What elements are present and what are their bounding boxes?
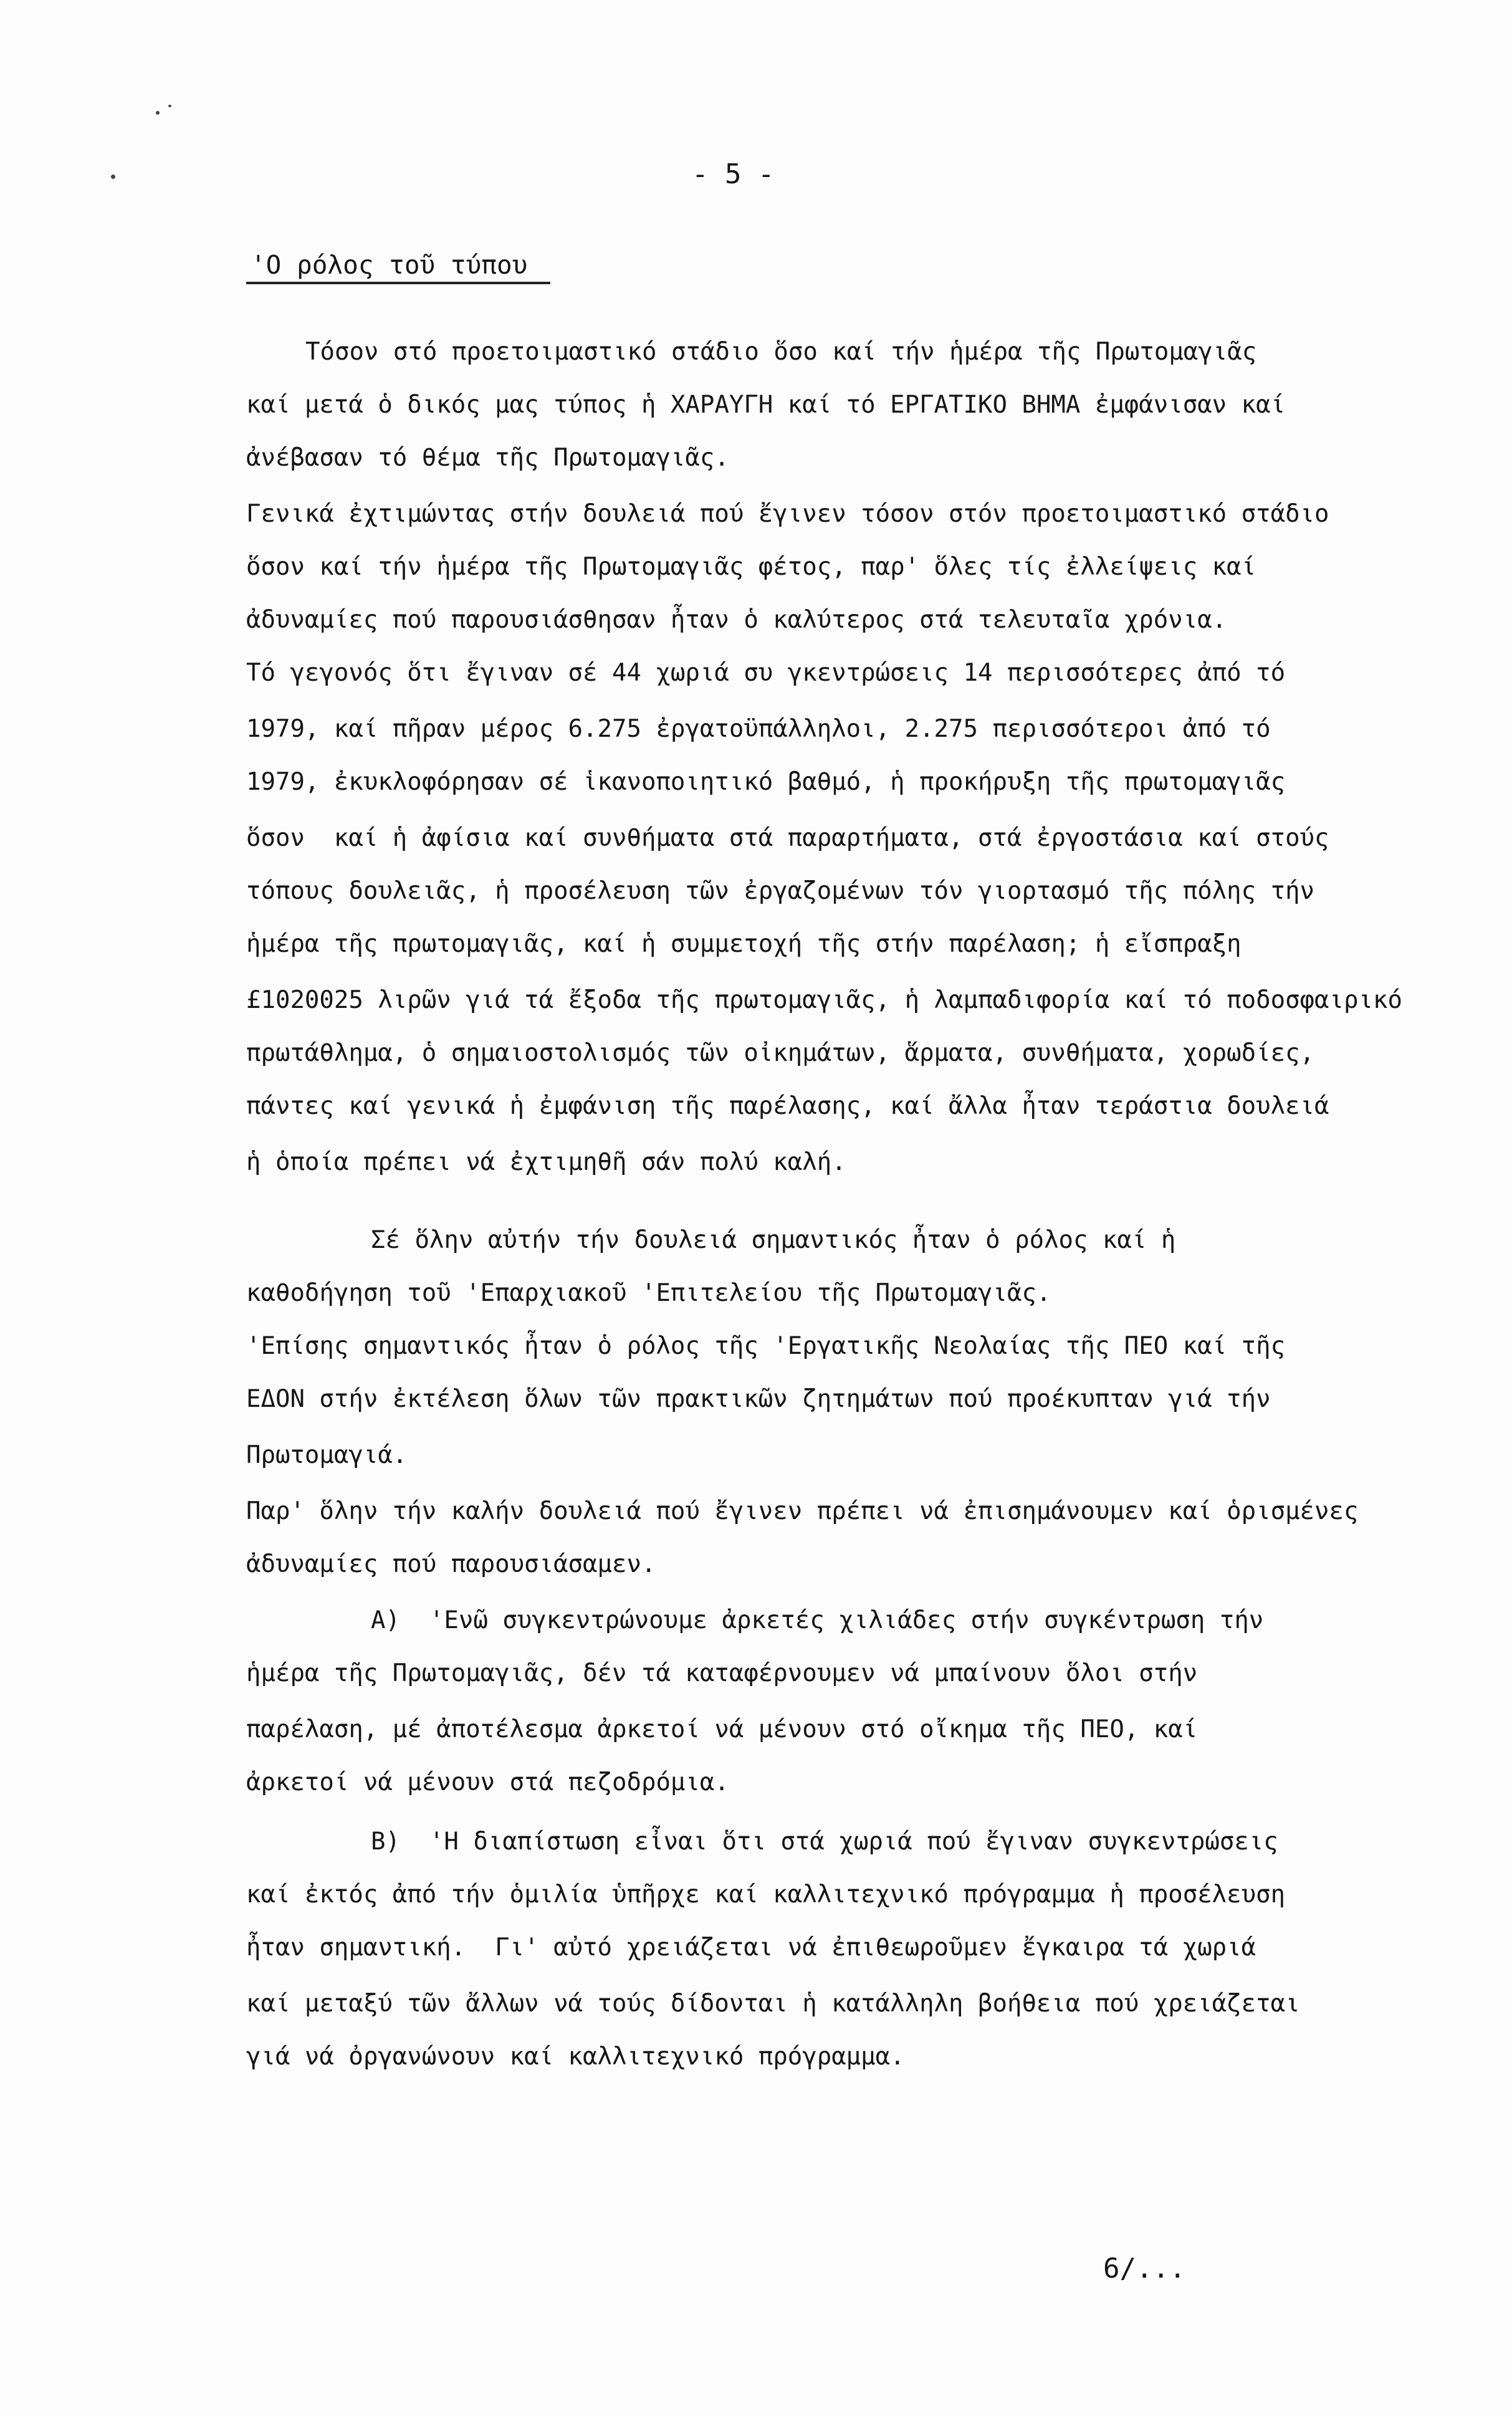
text-line: Πρωτομαγιά. [246, 1441, 408, 1469]
text-line: 1979, καί πῆραν μέρος 6.275 ἐργατοϋπάλληλοι, 2.275 περισσότεροι ἀπό τό [246, 715, 1271, 743]
text-line: ἦταν σημαντική. Γι' αὐτό χρειάζεται νά ἐπιθεωροῦμεν ἔγκαιρα τά χωριά [246, 1934, 1256, 1962]
text-line: καθοδήγηση τοῦ 'Επαρχιακοῦ 'Επιτελείου τῆς Πρωτομαγιᾶς. [246, 1279, 1051, 1307]
text-line: ἀνέβασαν τό θέμα τῆς Πρωτομαγιᾶς. [246, 444, 729, 472]
text-line: τόπους δουλειᾶς, ἡ προσέλευση τῶν ἐργαζομένων τόν γιορτασμό τῆς πόλης τήν [246, 877, 1315, 905]
text-line: 'Επίσης σημαντικός ἦταν ὁ ρόλος τῆς 'Εργατικῆς Νεολαίας τῆς ΠΕΟ καί τῆς [246, 1332, 1286, 1360]
text-line: ἡμέρα τῆς Πρωτομαγιᾶς, δέν τά καταφέρνουμεν νά μπαίνουν ὅλοι στήν [246, 1659, 1198, 1687]
text-line: ἀρκετοί νά μένουν στά πεζοδρόμια. [246, 1768, 729, 1796]
text-line: ἀδυναμίες πού παρουσιάσθησαν ἦταν ὁ καλύτερος στά τελευταῖα χρόνια. [246, 606, 1227, 634]
scan-speck [168, 105, 171, 107]
text-line: Γενικά ἐχτιμώντας στήν δουλειά πού ἔγινεν τόσον στόν προετοιμαστικό στάδιο [246, 500, 1329, 528]
text-line: ἀδυναμίες πού παρουσιάσαμεν. [246, 1550, 656, 1578]
page-number: - 5 - [692, 158, 775, 190]
text-line: ὅσον καί ἡ ἀφίσια καί συνθήματα στά παραρτήματα, στά ἐργοστάσια καί στούς [246, 824, 1329, 852]
heading-underline [246, 282, 550, 284]
text-line: Α) 'Ενῶ συγκεντρώνουμε ἀρκετές χιλιάδες στήν συγκέντρωση τήν [371, 1606, 1264, 1634]
text-line: παρέλαση, μέ ἀποτέλεσμα ἀρκετοί νά μένουν στό οἴκημα τῆς ΠΕΟ, καί [246, 1715, 1198, 1743]
text-line: ΕΔΟΝ στήν ἐκτέλεση ὅλων τῶν πρακτικῶν ζητημάτων πού προέκυπταν γιά τήν [246, 1385, 1271, 1413]
text-line: 1979, ἐκυκλοφόρησαν σέ ἱκανοποιητικό βαθμό, ἡ προκήρυξη τῆς πρωτομαγιᾶς [246, 768, 1286, 796]
text-line: Τό γεγονός ὅτι ἔγιναν σέ 44 χωριά συ γκεντρώσεις 14 περισσότερες ἀπό τό [246, 659, 1286, 687]
text-line: καί μεταξύ τῶν ἄλλων νά τούς δίδονται ἡ κατάλληλη βοήθεια πού χρειάζεται [246, 1990, 1300, 2018]
text-line: καί μετά ὁ δικός μας τύπος ἡ ΧΑΡΑΥΓΗ καί τό ΕΡΓΑΤΙΚΟ ΒΗΜΑ ἐμφάνισαν καί [246, 391, 1286, 419]
text-line: γιά νά ὀργανώνουν καί καλλιτεχνικό πρόγραμμα. [246, 2043, 905, 2071]
text-line: Τόσον στό προετοιμαστικό στάδιο ὅσο καί τήν ἡμέρα τῆς Πρωτομαγιᾶς [305, 338, 1257, 366]
text-line: ὅσον καί τήν ἡμέρα τῆς Πρωτομαγιᾶς φέτος, παρ' ὅλες τίς ἐλλείψεις καί [246, 553, 1256, 581]
continuation-marker: 6/... [1103, 2253, 1186, 2284]
text-line: ἡμέρα τῆς πρωτομαγιᾶς, καί ἡ συμμετοχή τῆς στήν παρέλαση; ἡ εἴσπραξη [246, 930, 1242, 958]
text-line: Β) 'Η διαπίστωση εἶναι ὅτι στά χωριά πού ἔγιναν συγκεντρώσεις [371, 1828, 1278, 1856]
text-line: Σέ ὅλην αὐτήν τήν δουλειά σημαντικός ἦταν ὁ ρόλος καί ἡ [371, 1226, 1176, 1254]
text-line: πάντες καί γενικά ἡ ἐμφάνιση τῆς παρέλασης, καί ἄλλα ἦταν τεράστια δουλειά [246, 1092, 1329, 1120]
scan-speck [111, 175, 115, 179]
scan-speck [156, 111, 160, 115]
text-line: πρωτάθλημα, ὁ σημαιοστολισμός τῶν οἰκημάτων, ἅρματα, συνθήματα, χορωδίες, [246, 1039, 1315, 1067]
text-line: καί ἐκτός ἀπό τήν ὁμιλία ὑπῆρχε καί καλλιτεχνικό πρόγραμμα ἡ προσέλευση [246, 1881, 1286, 1909]
text-line: Παρ' ὅλην τήν καλήν δουλειά πού ἔγινεν πρέπει νά ἐπισημάνουμεν καί ὁρισμένες [246, 1497, 1359, 1525]
text-line: £1020025 λιρῶν γιά τά ἔξοδα τῆς πρωτομαγιᾶς, ἡ λαμπαδιφορία καί τό ποδοσφαιρικό [246, 986, 1402, 1014]
text-line: ἡ ὁποία πρέπει νά ἐχτιμηθῆ σάν πολύ καλή. [246, 1148, 846, 1176]
section-heading: 'Ο ρόλος τοῦ τύπου [251, 250, 528, 280]
